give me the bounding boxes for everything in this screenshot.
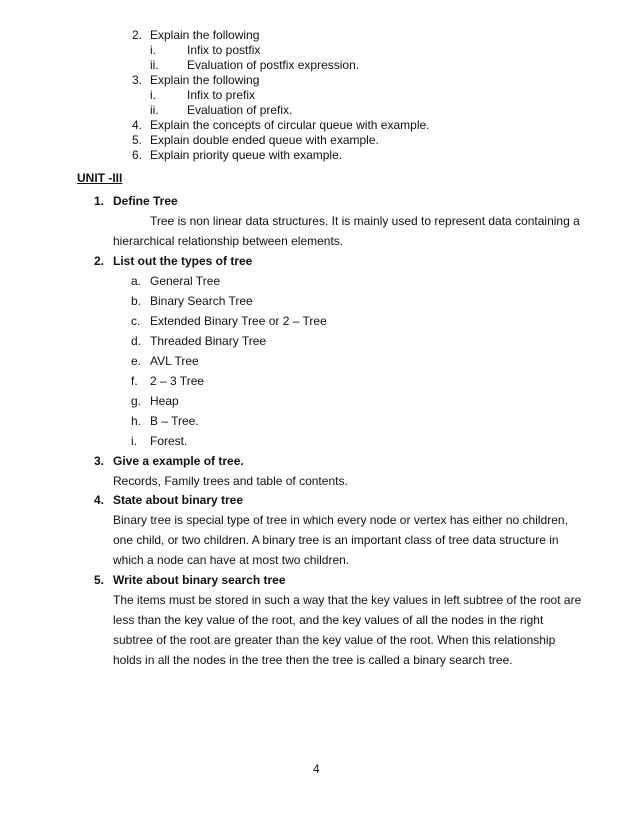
question-title: Give a example of tree. — [113, 454, 244, 468]
list-item-text: AVL Tree — [150, 354, 199, 368]
list-letter: g. — [131, 394, 142, 408]
question-number: 5. — [94, 573, 105, 587]
list-item-text: Heap — [150, 394, 179, 408]
sub-item-number: ii. — [150, 58, 159, 72]
list-letter: b. — [131, 294, 142, 308]
answer-line: subtree of the root are greater than the key value of the root. When this relationship — [113, 633, 556, 647]
sub-item-text: Evaluation of prefix. — [187, 103, 293, 117]
question-number: 3. — [94, 454, 105, 468]
sub-item-number: ii. — [150, 103, 159, 117]
list-item-text: B – Tree. — [150, 414, 199, 428]
question-title: Write about binary search tree — [113, 573, 286, 587]
answer-line: Binary tree is special type of tree in which every node or vertex has either no children, — [113, 513, 568, 527]
list-item-text: Explain priority queue with example. — [150, 148, 343, 162]
list-letter: e. — [131, 354, 142, 368]
list-item-text: Explain double ended queue with example. — [150, 133, 379, 147]
page-number: 4 — [313, 762, 320, 776]
list-letter: f. — [131, 374, 138, 388]
answer-line: The items must be stored in such a way that the key values in left subtree of the root are — [113, 593, 582, 607]
list-number: 4. — [132, 118, 143, 132]
answer-line: hierarchical relationship between elements. — [113, 234, 344, 248]
unit-heading: UNIT -III — [77, 171, 123, 185]
sub-item-number: i. — [150, 88, 156, 102]
sub-item-text: Infix to prefix — [187, 88, 256, 102]
list-number: 5. — [132, 133, 143, 147]
list-letter: h. — [131, 414, 142, 428]
answer-line: one child, or two children. A binary tree is an important class of tree data structure in — [113, 533, 559, 547]
answer-line: which a node can have at most two children. — [113, 553, 350, 567]
list-letter: a. — [131, 274, 142, 288]
list-number: 3. — [132, 73, 143, 87]
question-title: List out the types of tree — [113, 254, 253, 268]
list-item-text: Threaded Binary Tree — [150, 334, 267, 348]
question-number: 1. — [94, 194, 105, 208]
answer-line: Records, Family trees and table of contents. — [113, 474, 348, 488]
question-number: 4. — [94, 493, 105, 507]
list-number: 2. — [132, 28, 143, 42]
list-item-text: Explain the following — [150, 28, 260, 42]
list-item-text: 2 – 3 Tree — [150, 374, 205, 388]
sub-item-number: i. — [150, 43, 156, 57]
list-item-text: Binary Search Tree — [150, 294, 253, 308]
list-item-text: Forest. — [150, 434, 188, 448]
answer-line: Tree is non linear data structures. It is mainly used to represent data containing a — [150, 214, 580, 228]
list-item-text: Explain the concepts of circular queue with example. — [150, 118, 430, 132]
list-item-text: Explain the following — [150, 73, 260, 87]
list-number: 6. — [132, 148, 143, 162]
question-title: State about binary tree — [113, 493, 244, 507]
question-title: Define Tree — [113, 194, 178, 208]
list-item-text: General Tree — [150, 274, 221, 288]
list-item-text: Extended Binary Tree or 2 – Tree — [150, 314, 327, 328]
question-number: 2. — [94, 254, 105, 268]
list-letter: d. — [131, 334, 142, 348]
sub-item-text: Evaluation of postfix expression. — [187, 58, 360, 72]
list-letter: c. — [131, 314, 141, 328]
sub-item-text: Infix to postfix — [187, 43, 261, 57]
answer-line: holds in all the nodes in the tree then the tree is called a binary search tree. — [113, 653, 513, 667]
answer-line: less than the key value of the root, and the key values of all the nodes in the right — [113, 613, 544, 627]
list-letter: i. — [131, 434, 137, 448]
